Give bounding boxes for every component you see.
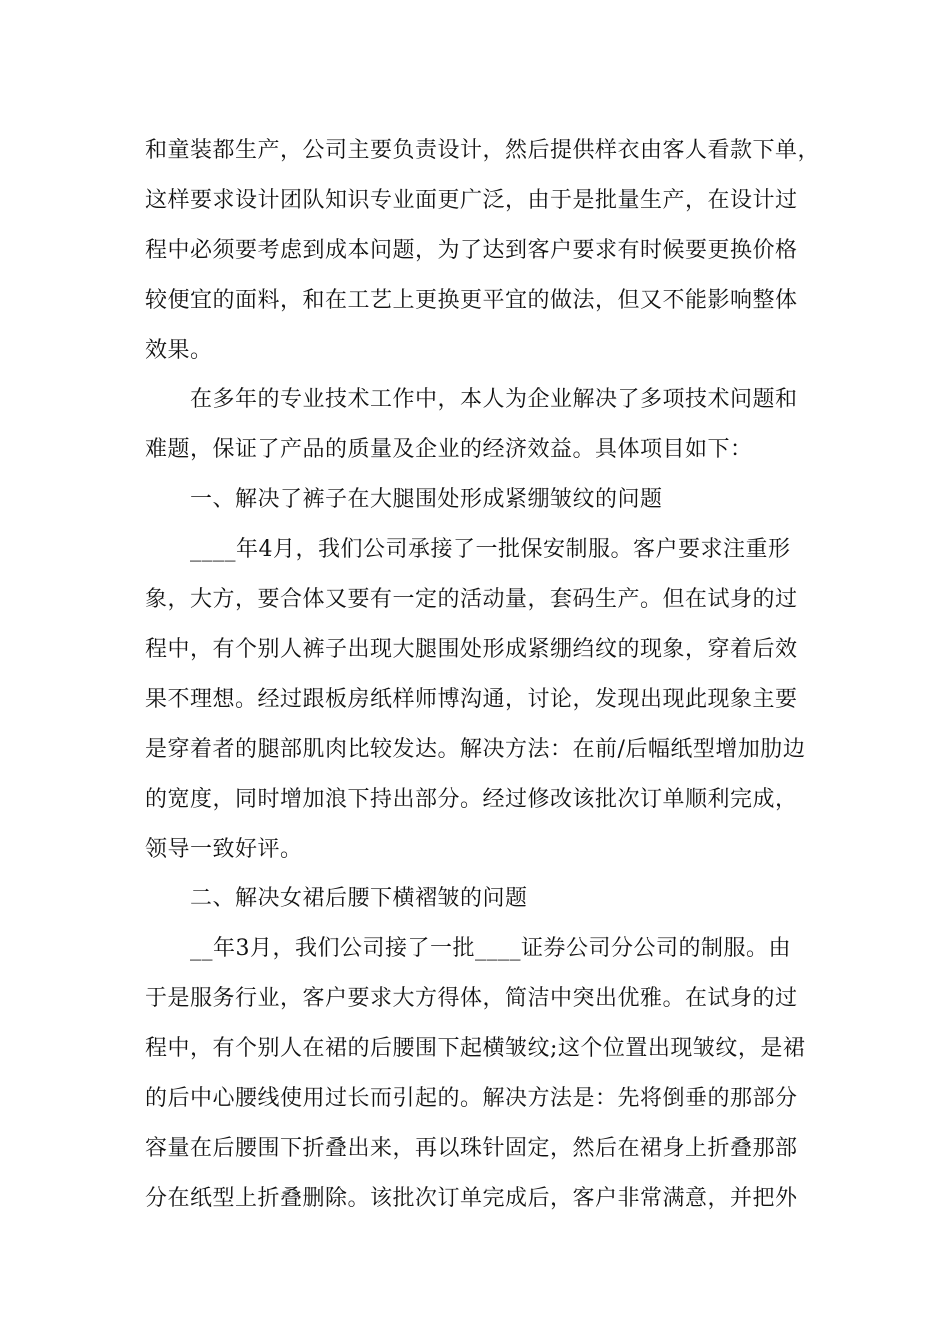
text-line: 领导一致好评。 [145,837,303,862]
text-line: 于是服务行业，客户要求大方得体，简洁中突出优雅。在试身的过 [145,986,798,1011]
text-line: 象，大方，要合体又要有一定的活动量，套码生产。但在试身的过 [145,587,798,612]
text-line: 果不理想。经过跟板房纸样师博沟通，讨论，发现出现此现象主要 [145,687,798,712]
text-line: 难题，保证了产品的质量及企业的经济效益。具体项目如下： [145,437,753,462]
text-line: 和童装都生产，公司主要负责设计，然后提供样衣由客人看款下单， [145,138,821,163]
text-line: 较便宜的面料，和在工艺上更换更平宜的做法，但又不能影响整体 [145,288,798,313]
text-line: 的宽度，同时增加浪下持出部分。经过修改该批次订单顺利完成， [145,787,798,812]
paragraph-start-line: ____年4月，我们公司承接了一批保安制服。客户要求注重形 [190,537,791,562]
text-line: 分在纸型上折叠删除。该批次订单完成后，客户非常满意，并把外 [145,1186,798,1211]
text-line: 程中，有个别人裤子出现大腿围处形成紧绷绉纹的现象，穿着后效 [145,637,798,662]
text-line: 程中必须要考虑到成本问题，为了达到客户要求有时候要更换价格 [145,238,798,263]
text-line: 程中，有个别人在裙的后腰围下起横皱纹;这个位置出现皱纹，是裙 [145,1036,806,1061]
text-line: 的后中心腰线使用过长而引起的。解决方法是：先将倒垂的那部分 [145,1086,798,1111]
paragraph-start-line: 在多年的专业技术工作中，本人为企业解决了多项技术问题和 [190,387,798,412]
section-heading-2: 二、解决女裙后腰下横褶皱的问题 [190,886,528,911]
text-line: 效果。 [145,338,213,363]
paragraph-start-line: __年3月，我们公司接了一批____证券公司分公司的制服。由 [190,936,791,961]
text-line: 这样要求设计团队知识专业面更广泛，由于是批量生产，在设计过 [145,188,798,213]
text-line: 容量在后腰围下折叠出来，再以珠针固定，然后在裙身上折叠那部 [145,1136,798,1161]
section-heading-1: 一、解决了裤子在大腿围处形成紧绷皱纹的问题 [190,487,663,512]
text-line: 是穿着者的腿部肌肉比较发达。解决方法：在前/后幅纸型增加肋边 [145,737,806,762]
